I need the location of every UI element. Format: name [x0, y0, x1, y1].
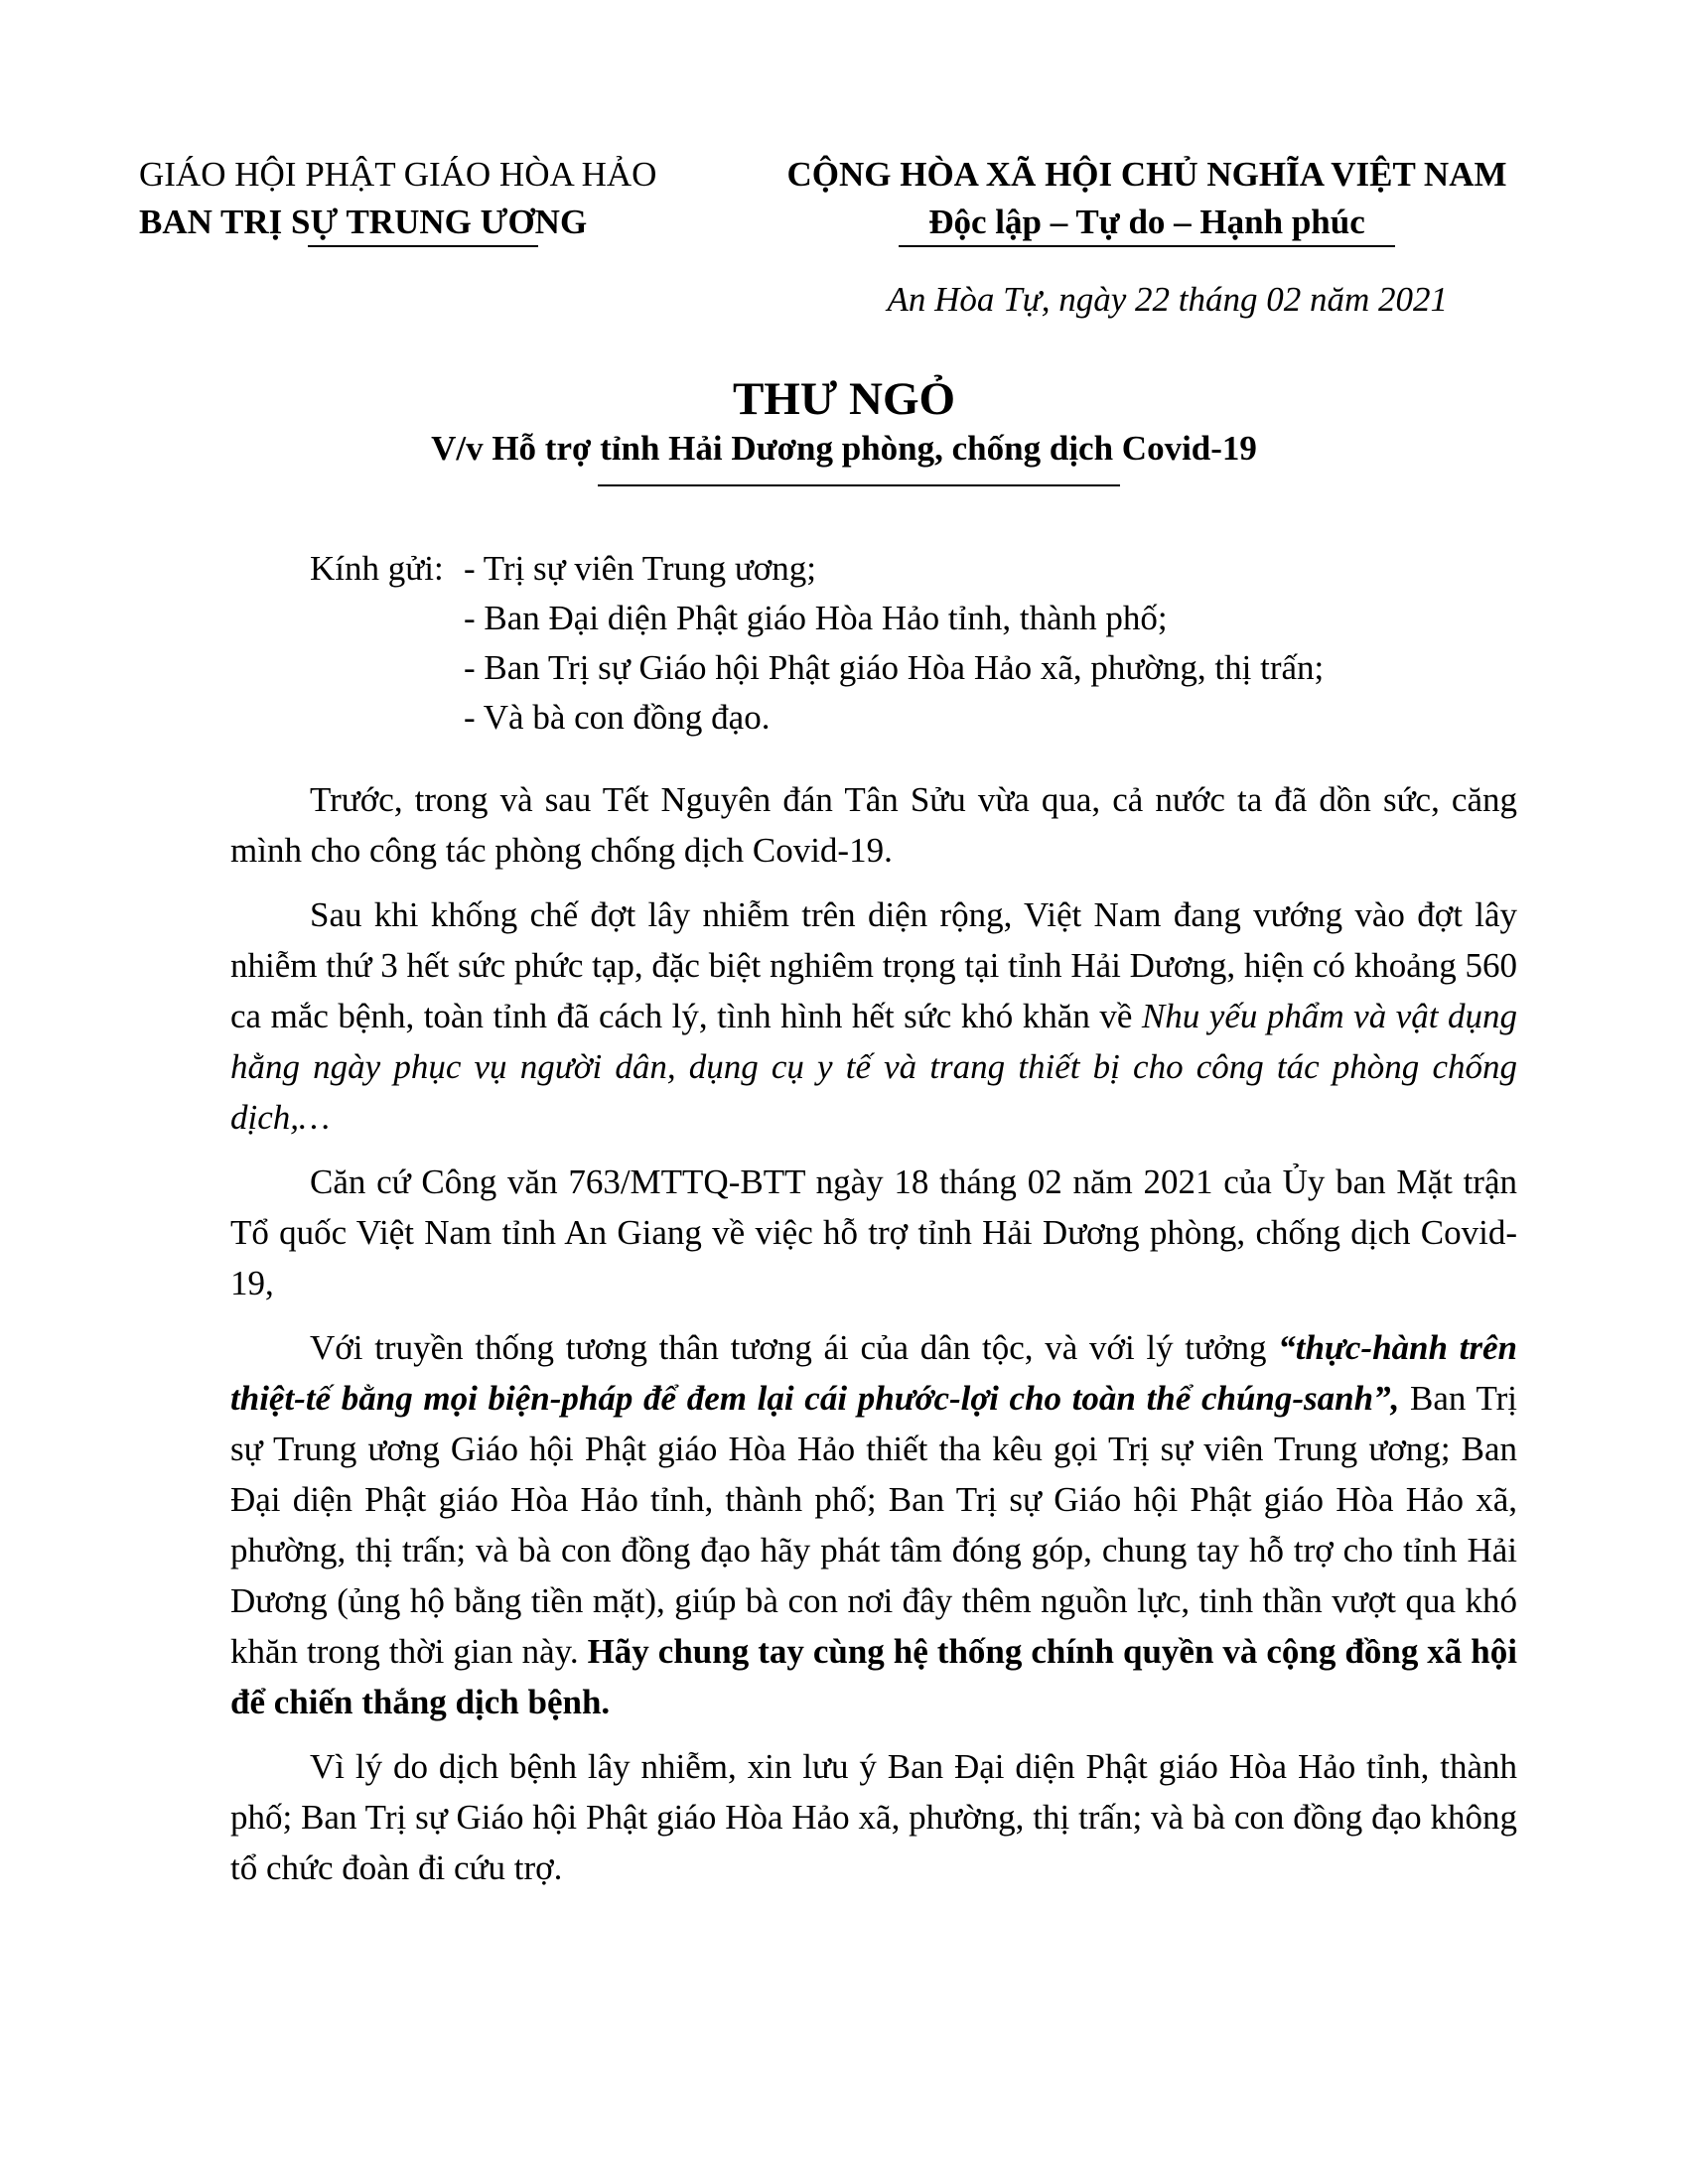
paragraph-4-quote: “thực-hành trên thiệt-tế bằng mọi biện-pháp để đem lại cái phước-lợi cho toàn thể chúng-sanh”,: [230, 1328, 1518, 1418]
recipients-block: [310, 544, 1501, 743]
place-date-line: An Hòa Tự, ngày 22 tháng 02 năm 2021: [887, 280, 1448, 319]
paragraph-4-middle: Ban Trị sự Trung ương Giáo hội Phật giáo Hòa Hảo thiết tha kêu gọi Trị sự viên Trung ương; Ban Đại diện Phật giáo Hòa Hảo tỉnh, thành phố; Ban Trị sự Giáo hội Phật giáo Hòa Hảo xã, phường, thị trấn; và bà con đồng đạo hãy phát tâm đóng góp, chung tay hỗ trợ cho tỉnh Hải Dương (ủng hộ bằng tiền mặt), giúp bà con nơi đây thêm nguồn lực, tinh thần vượt qua khó khăn trong thời gian này.: [230, 1379, 1517, 1671]
paragraph-2-italic: Nhu yếu phẩm và vật dụng hằng ngày phục vụ người dân, dụng cụ y tế và trang thiết bị cho công tác phòng chống dịch,…: [230, 997, 1518, 1137]
recipient-item: - Trị sự viên Trung ương;: [464, 549, 817, 588]
paragraph-2-text: Sau khi khống chế đợt lây nhiễm trên diện rộng, Việt Nam đang vướng vào đợt lây nhiễm thứ 3 hết sức phức tạp, đặc biệt nghiêm trọng tại tỉnh Hải Dương, hiện có khoảng 560 ca mắc bệnh, toàn tỉnh đã cách lý, tình hình hết sức khó khăn về: [230, 895, 1517, 1035]
document-subject: V/v Hỗ trợ tỉnh Hải Dương phòng, chống dịch Covid-19: [431, 429, 1257, 468]
issuer-org-name: GIÁO HỘI PHẬT GIÁO HÒA HẢO: [139, 155, 657, 194]
recipient-item: - Ban Trị sự Giáo hội Phật giáo Hòa Hảo xã, phường, thị trấn;: [464, 648, 1325, 687]
nation-motto: Độc lập – Tự do – Hạnh phúc: [928, 203, 1365, 241]
recipients-label: Kính gửi:: [310, 549, 444, 588]
paragraph-3: Căn cứ Công văn 763/MTTQ-BTT ngày 18 tháng 02 năm 2021 của Ủy ban Mặt trận Tổ quốc Việt Nam tỉnh An Giang về việc hỗ trợ tỉnh Hải Dương phòng, chống dịch Covid-19,: [230, 1162, 1517, 1302]
document-title: THƯ NGỎ: [732, 373, 956, 425]
paragraph-4: [230, 1322, 1517, 1727]
issuer-department: BAN TRỊ SỰ TRUNG ƯƠNG: [139, 203, 588, 241]
recipient-item: - Ban Đại diện Phật giáo Hòa Hảo tỉnh, thành phố;: [464, 599, 1168, 637]
paragraph-1: Trước, trong và sau Tết Nguyên đán Tân Sửu vừa qua, cả nước ta đã dồn sức, căng mình cho công tác phòng chống dịch Covid-19.: [230, 780, 1517, 870]
paragraph-4-call-to-action: Hãy chung tay cùng hệ thống chính quyền và cộng đồng xã hội để chiến thắng dịch bệnh.: [230, 1632, 1517, 1721]
paragraph-4-start: Với truyền thống tương thân tương ái của dân tộc, và với lý tưởng: [310, 1328, 1279, 1367]
nation-name: CỘNG HÒA XÃ HỘI CHỦ NGHĨA VIỆT NAM: [786, 155, 1507, 194]
subject-underline: [598, 484, 1120, 486]
issuer-block: [139, 151, 657, 246]
issuer-underline: [308, 245, 538, 247]
letter-body: [230, 774, 1517, 1907]
paragraph-2: [230, 889, 1517, 1143]
national-motto-block: [760, 151, 1534, 246]
recipient-item: - Và bà con đồng đạo.: [464, 698, 771, 737]
paragraph-5: Vì lý do dịch bệnh lây nhiễm, xin lưu ý Ban Đại diện Phật giáo Hòa Hảo tỉnh, thành phố; Ban Trị sự Giáo hội Phật giáo Hòa Hảo xã, phường, thị trấn; và bà con đồng đạo không tổ chức đoàn đi cứu trợ.: [230, 1747, 1517, 1887]
motto-underline: [899, 245, 1395, 247]
